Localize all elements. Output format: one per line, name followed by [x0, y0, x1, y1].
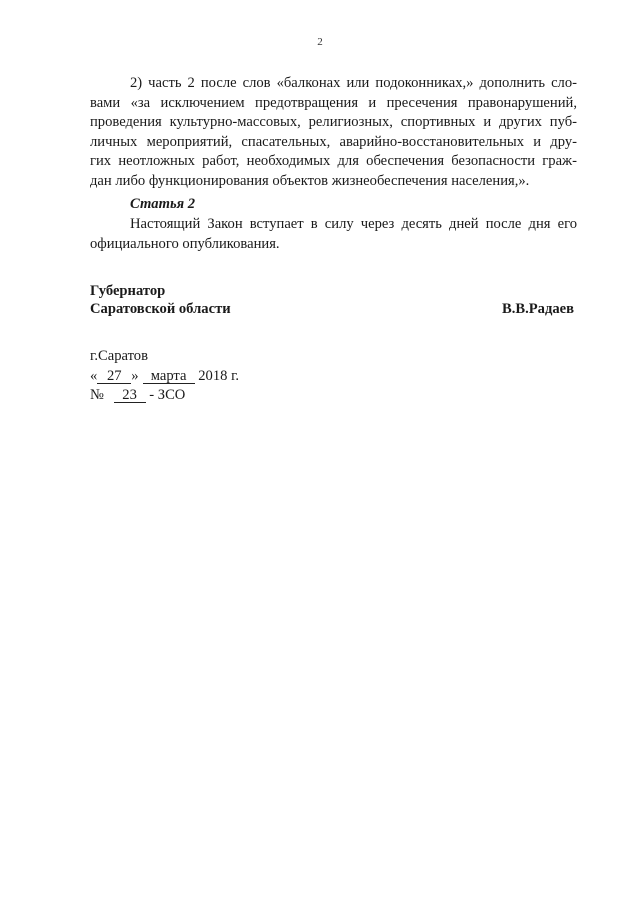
amendment-line: дан либо функционирования объектов жизнеобеспечения населения,». — [90, 172, 530, 189]
city: г.Саратов — [90, 348, 148, 364]
amendment-paragraph — [90, 74, 577, 192]
article-paragraph — [90, 215, 577, 254]
signatory-name: В.В.Радаев — [501, 301, 574, 317]
amendment-line: личных мероприятий, спасательных, аварийно-восстановительных и дру- — [90, 133, 577, 150]
amendment-line: гих неотложных работ, необходимых для обеспечения безопасности граж- — [90, 153, 577, 170]
article-line: официального опубликования. — [90, 235, 280, 252]
amendment-line: вами «за исключением предотвращения и пресечения правонарушений, — [90, 94, 577, 111]
article-heading: Статья 2 — [130, 196, 196, 212]
signatory-title-line2: Саратовской области — [90, 301, 231, 317]
date-open-quote: « — [90, 367, 98, 384]
article-line: Настоящий Закон вступает в силу через десять дней после дня его — [130, 216, 577, 232]
number-line — [90, 386, 239, 406]
signatory-title-line1: Губернатор — [90, 283, 166, 299]
law-number: 23 — [114, 388, 146, 403]
page-number: 2 — [317, 36, 323, 48]
date-close-quote: » — [131, 367, 139, 384]
place-date-block — [90, 347, 239, 406]
date-year: 2018 г. — [198, 367, 240, 384]
number-sign: № — [90, 387, 104, 404]
date-month: марта — [143, 369, 195, 384]
amendment-line: 2) часть 2 после слов «балконах или подоконниках,» дополнить сло- — [130, 75, 577, 91]
date-line — [90, 367, 239, 387]
amendment-line: проведения культурно-массовых, религиозных, спортивных и других пуб- — [90, 114, 577, 131]
date-day: 27 — [97, 369, 131, 384]
law-number-suffix: - ЗСО — [149, 387, 186, 404]
